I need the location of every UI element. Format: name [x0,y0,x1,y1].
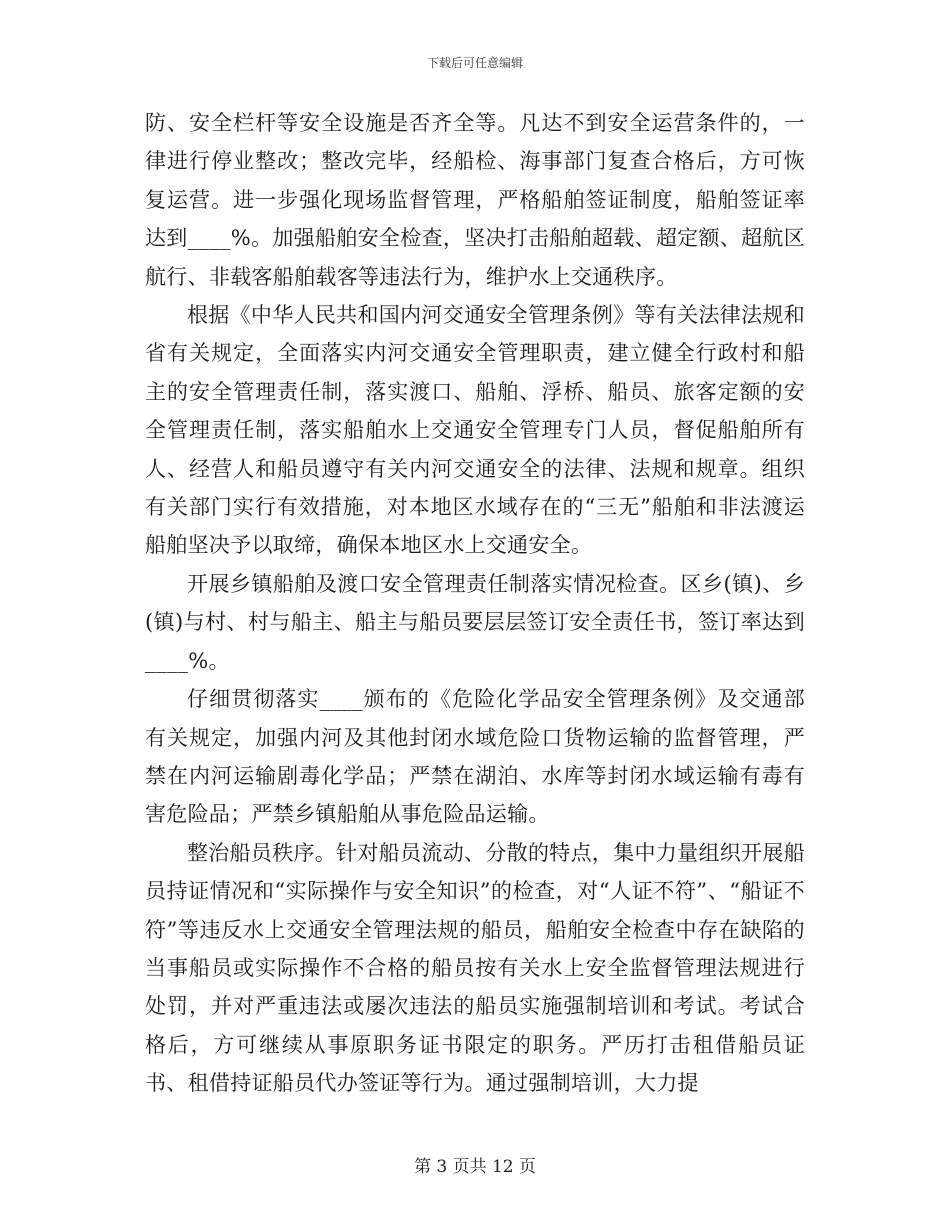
page-header-note: 下载后可任意编辑 [426,56,523,70]
document-body [145,104,805,1103]
paragraph-2: 根据《中华人民共和国内河交通安全管理条例》等有关法律法规和省有关规定，全面落实内河交通安全管理职责，建立健全行政村和船主的安全管理责任制，落实渡口、船舶、浮桥、船员、旅客定额的安全管理责任制，落实船舶水上交通安全管理专门人员，督促船舶所有人、经营人和船员遵守有关内河交通安全的法律、法规和规章。组织有关部门实行有效措施，对本地区水域存在的“三无”船舶和非法渡运船舶坚决予以取缔，确保本地区水上交通安全。 [145,303,805,558]
paragraph-5: 整治船员秩序。针对船员流动、分散的特点，集中力量组织开展船员持证情况和“实际操作与安全知识”的检查，对“人证不符”、“船证不符”等违反水上交通安全管理法规的船员，船舶安全检查中存在缺陷的当事船员或实际操作不合格的船员按有关水上安全监督管理法规进行处罚，并对严重违法或屡次违法的船员实施强制培训和考试。考试合格后，方可继续从事原职务证书限定的职务。严历打击租借船员证书、租借持证船员代办签证等行为。通过强制培训，大力提 [145,840,805,1096]
paragraph-1: 防、安全栏杆等安全设施是否齐全等。凡达不到安全运营条件的，一律进行停业整改；整改完毕，经船检、海事部门复查合格后，方可恢复运营。进一步强化现场监督管理，严格船舶签证制度，船舶签证率达到____%。加强船舶安全检查，坚决打击船舶超载、超定额、超航区航行、非载客船舶载客等违法行为，维护水上交通秩序。 [145,111,805,289]
paragraph-4: 仔细贯彻落实____颁布的《危险化学品安全管理条例》及交通部有关规定，加强内河及其他封闭水域危险口货物运输的监督管理，严禁在内河运输剧毒化学品；严禁在湖泊、水库等封闭水域运输有毒有害危险品；严禁乡镇船舶从事危险品运输。 [145,687,805,827]
page-number: 第 3 页共 12 页 [413,1157,537,1177]
paragraph-3: 开展乡镇船舶及渡口安全管理责任制落实情况检查。区乡(镇)、乡(镇)与村、村与船主、船主与船员要层层签订安全责任书，签订率达到____%。 [145,571,805,673]
